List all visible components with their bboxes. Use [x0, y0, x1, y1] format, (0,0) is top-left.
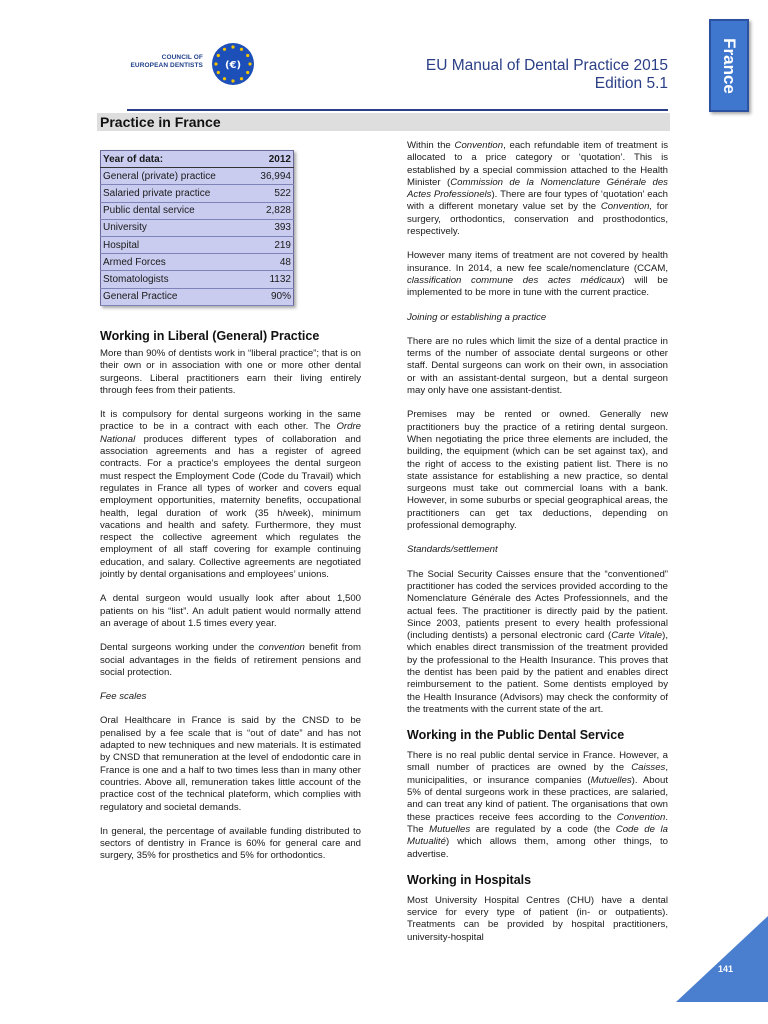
text-run-italic: Mutuelles [429, 823, 471, 835]
ced-logo [115, 40, 260, 90]
text-run: for surgery, orthodontics, conservation and prosthodontics, respectively. [407, 201, 668, 238]
header-rule [127, 109, 668, 111]
text-run-italic: Caisses [631, 762, 666, 774]
subheading-standards: Standards/settlement [407, 544, 498, 556]
manual-title [426, 57, 668, 93]
text-run: produces different types of collaboration and association agreements and has a register of agreed contracts. For a practice’s employees the dental surgeon must respect the Employment Code (Code du Travail) which regulates in France all types of worker and covers equal employment opportunities, maternity benefits, occupational health, legal duration of work (35 h/week), minimum vacations and health and safety. Furthermore, they must respect the collective agreement which regulates the employment of all staff covering for example continuing education, and salary. Collective agreements are negotiated jointly by dental organisations and employees’ unions. [100, 433, 361, 581]
text-run-italic: convention [258, 642, 305, 654]
text-run-italic: Carte Vitale [611, 630, 663, 642]
text-run: However many items of treatment are not covered by health insurance. In 2014, a new fee scale/nomenclature (CCAM, [407, 250, 668, 274]
table-row [101, 202, 294, 219]
section-title: Practice in France [100, 114, 221, 130]
text-run: It is compulsory for dental surgeons working in the same practice to be in a contract with each other. The [100, 409, 361, 433]
edition-line: Edition 5.1 [594, 75, 668, 92]
paragraph: Oral Healthcare in France is said by the CNSD to be penalised by a fee scale that is “out of date” and has not adapted to new techniques and new materials. It is estimated by CNSD that remuneration at the level of endodontic care in France is one and a half to two times less than in many other countries. Above all, remuneration takes little account of the practice cost of the technical plateform, which complies with regulatory and societal demands. [100, 715, 361, 813]
text-run: Dental surgeons working under the [100, 642, 259, 654]
paragraph: There are no rules which limit the size of a dental practice in terms of the number of associate dental surgeons or other staff. Dental surgeons can work on their own, in association or with an assistant-dental surgeon, but a dental surgeon may only have one assistant-dentist. [407, 335, 668, 397]
row-label: General Practice [101, 288, 250, 305]
text-run: are regulated by a code (the [470, 823, 616, 835]
text-run: ). About 5% of dental surgeons work in these practices, are salaried, and can treat any kind of patient. The organisations that own these practices receive fees according to the [407, 774, 668, 823]
country-tab-label: France [720, 37, 739, 94]
text-run: . The [407, 811, 668, 835]
text-run-italic: Convention [454, 140, 504, 151]
text-run: benefit from social advantages in the fields of retirement pensions and social protection. [100, 642, 361, 678]
logo-wordmark [115, 54, 203, 70]
paragraph: In general, the percentage of available funding distributed to sectors of dentistry in France is 60% for general care and surgery, 35% for prosthetics and 5% for orthodontics. [100, 825, 361, 862]
row-value: 48 [249, 254, 293, 271]
paragraph [407, 750, 668, 861]
table-header-value: 2012 [249, 151, 293, 168]
text-run: Within the [407, 140, 455, 151]
statistics-table [100, 150, 294, 306]
heading-liberal-practice: Working in Liberal (General) Practice [100, 329, 320, 343]
row-label: Public dental service [101, 202, 250, 219]
text-run-italic: classification commune des actes médicaux [407, 274, 622, 286]
row-value: 1132 [249, 271, 293, 288]
logo-line-1: COUNCIL OF [161, 54, 203, 61]
row-value: 522 [249, 185, 293, 202]
text-run: ) which allows them, among other things, to advertise. [407, 836, 668, 860]
svg-text:(€): (€) [224, 60, 242, 71]
table-row [101, 219, 294, 236]
logo-line-2: EUROPEAN DENTISTS [130, 62, 203, 69]
text-run: The Social Security Caisses ensure that the “conventioned” practitioner has coded the services provided according to the Nomenclature Générale des Actes Professionnels, and the actual fees. The practitioner is directly paid by the patient. Since 2003, patients present to every health professional (including dentists) a personal electronic card ( [407, 568, 668, 642]
row-value: 90% [249, 288, 293, 305]
subheading-fee-scales: Fee scales [100, 691, 147, 703]
table-row [101, 288, 294, 305]
paragraph: Premises may be rented or owned. Generally new practitioners buy the practice of a retiring dental surgeon. When negotiating the price three elements are included, the building, the equipment (which can be set against tax), and the right of access to the existing patient list. There is no state assistance for establishing a new practice, so dental surgeons must take out commercial loans with a bank. However, in some suburbs or special geographical areas, the practitioners can get tax deductions, depending on professional demography. [407, 409, 668, 532]
paragraph [100, 642, 361, 679]
text-run-italic: Ordre National [100, 421, 361, 445]
row-value: 2,828 [249, 202, 293, 219]
text-run: ), which enables direct transmission of the treatment provided by the professional to the Health Insurance. This proves that the dentist has been paid by the patient and enables direct reimbursement to the patient. Some dentists employed by the Health Insurance (Advisors) may check the conformity of the treatments with the current state of the art. [407, 630, 668, 715]
text-run: ). There are four types of ‘quotation’ each with a different monetary value set by the [407, 189, 669, 213]
heading-hospitals: Working in Hospitals [407, 872, 532, 887]
table-row [101, 271, 294, 288]
row-label: Stomatologists [101, 271, 250, 288]
page-corner-triangle [676, 916, 768, 1002]
table-row [101, 236, 294, 253]
row-label: Salaried private practice [101, 185, 250, 202]
row-label: General (private) practice [101, 168, 250, 185]
text-run-italic: Mutuelles [590, 774, 632, 786]
eu-stars-emblem-icon [211, 42, 255, 86]
row-value: 219 [249, 236, 293, 253]
paragraph [407, 140, 668, 238]
text-run-italic: Commission de la Nomenclature Générale des Actes Professionels [407, 176, 668, 201]
section-title-bar [97, 113, 670, 131]
paragraph: More than 90% of dentists work in “liberal practice”; that is on their own or in association with one or more other dental surgeons. Liberal practitioners earn their living entirely through fees from their patients. [100, 348, 361, 396]
heading-public-dental-service: Working in the Public Dental Service [407, 728, 625, 743]
page-number: 141 [718, 964, 734, 974]
table-row [101, 254, 294, 271]
paragraph [407, 569, 668, 717]
text-run: , each refundable item of treatment is allocated to a price category or ‘quotation’. This is established by a special commission attached to the Health Minister ( [407, 140, 668, 188]
row-label: Hospital [101, 236, 250, 253]
right-column [407, 140, 668, 956]
row-value: 393 [249, 219, 293, 236]
row-label: Armed Forces [101, 254, 250, 271]
left-column [100, 348, 361, 875]
country-tab [709, 19, 749, 112]
table-header-label: Year of data: [101, 151, 250, 168]
text-run-italic: Convention [616, 811, 666, 823]
table-row [101, 185, 294, 202]
text-run-italic: Convention, [600, 201, 653, 213]
table-row [101, 168, 294, 185]
row-label: University [101, 219, 250, 236]
text-run: ) will be implemented to be more in tune with the current practice. [407, 274, 668, 299]
table-header-row [101, 151, 294, 168]
paragraph: Most University Hospital Centres (CHU) have a dental service for every type of patient (in- or outpatients). Treatments can be provided by hospital practitioners, university-hospital [407, 894, 668, 943]
text-run: There is no real public dental service in France. However, a small number of practices are owned by the [407, 750, 668, 774]
page-header [0, 0, 768, 110]
text-run-italic: Code de la Mutualité [407, 823, 668, 848]
text-run: , municipalities, or insurance companies ( [407, 762, 668, 786]
paragraph [407, 250, 668, 299]
subheading-joining: Joining or establishing a practice [407, 311, 547, 323]
manual-title-line: EU Manual of Dental Practice 2015 [425, 57, 668, 74]
paragraph: A dental surgeon would usually look after about 1,500 patients on his “list”. An adult patient would normally attend an average of about 1.5 times every year. [100, 593, 361, 629]
paragraph [100, 409, 361, 581]
row-value: 36,994 [249, 168, 293, 185]
